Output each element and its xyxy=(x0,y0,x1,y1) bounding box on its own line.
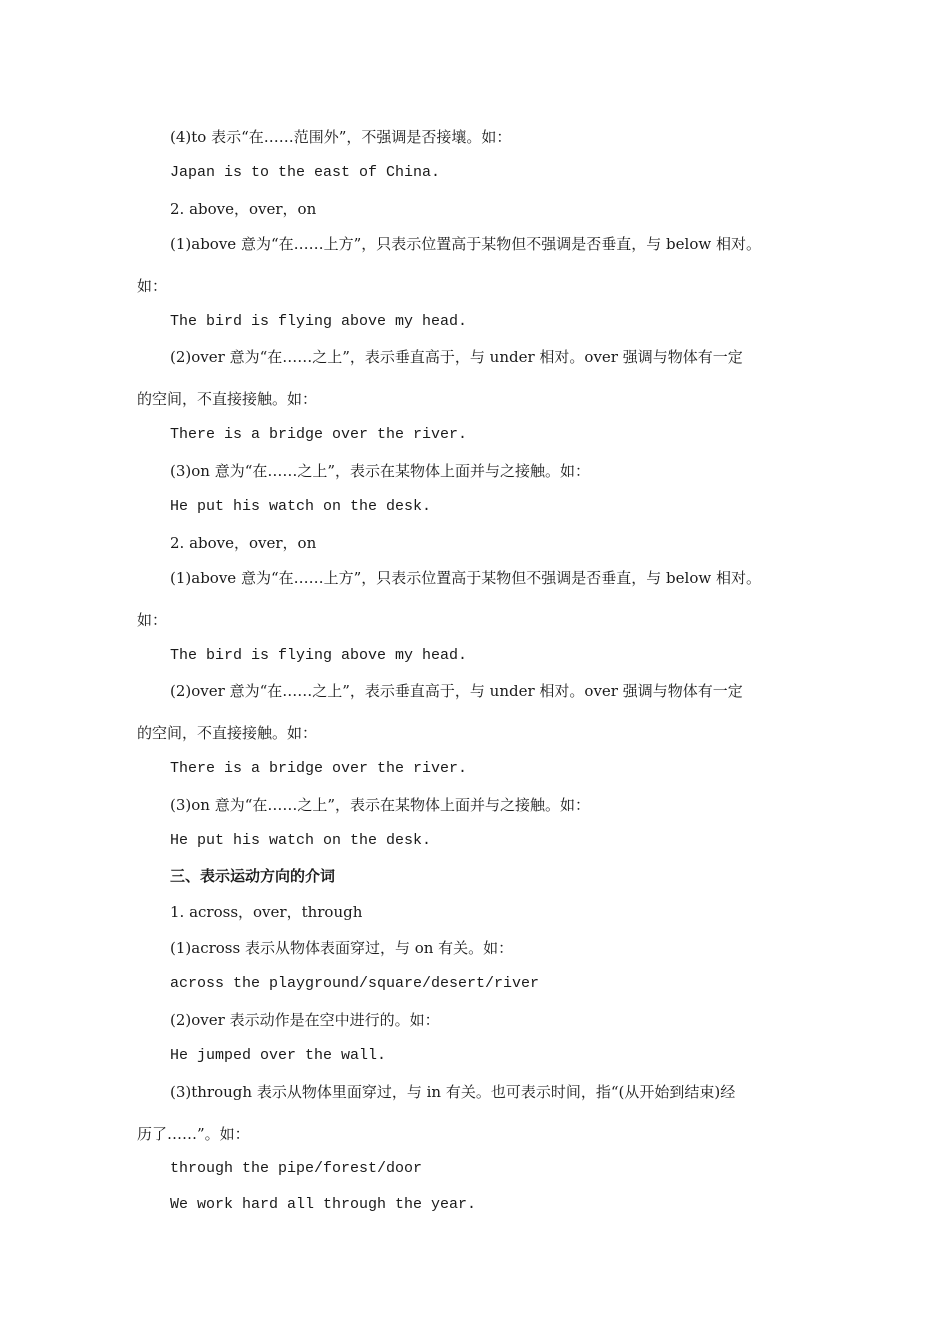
text-line: (2)over 意为“在……之上”，表示垂直高于，与 under 相对。over 强调与物体有一定 xyxy=(170,682,743,700)
subsection-title: 2. above，over，on xyxy=(170,200,317,218)
example-sentence: The bird is flying above my head. xyxy=(170,647,468,664)
example-sentence: He put his watch on the desk. xyxy=(170,498,432,515)
example-sentence: There is a bridge over the river. xyxy=(170,426,468,443)
text-line: (1)above 意为“在……上方”，只表示位置高于某物但不强调是否垂直，与 below 相对。 xyxy=(170,235,761,253)
example-sentence: through the pipe/forest/door xyxy=(170,1160,423,1177)
text-line: 的空间，不直接接触。如： xyxy=(137,724,318,742)
text-line: (2)over 意为“在……之上”，表示垂直高于，与 under 相对。over 强调与物体有一定 xyxy=(170,348,743,366)
text-line: (3)on 意为“在……之上”，表示在某物体上面并与之接触。如： xyxy=(170,462,591,480)
section-heading: 三、表示运动方向的介词 xyxy=(170,867,336,885)
example-sentence: He jumped over the wall. xyxy=(170,1047,387,1064)
text-line: 的空间，不直接接触。如： xyxy=(137,390,318,408)
text-line: (3)through 表示从物体里面穿过，与 in 有关。也可表示时间，指“(从开始到结束)经 xyxy=(170,1083,736,1101)
example-sentence: There is a bridge over the river. xyxy=(170,760,468,777)
subsection-title: 1. across，over，through xyxy=(170,903,363,921)
example-sentence: We work hard all through the year. xyxy=(170,1196,477,1213)
text-line: 历了……”。如： xyxy=(137,1125,250,1143)
text-line: 如： xyxy=(137,277,168,295)
subsection-title: 2. above，over，on xyxy=(170,534,317,552)
example-sentence: He put his watch on the desk. xyxy=(170,832,432,849)
example-sentence: Japan is to the east of China. xyxy=(170,164,441,181)
text-line: (1)above 意为“在……上方”，只表示位置高于某物但不强调是否垂直，与 below 相对。 xyxy=(170,569,761,587)
text-line: (3)on 意为“在……之上”，表示在某物体上面并与之接触。如： xyxy=(170,796,591,814)
example-sentence: across the playground/square/desert/river xyxy=(170,975,540,992)
text-line: (4)to 表示“在……范围外”，不强调是否接壤。如： xyxy=(170,128,512,146)
example-sentence: The bird is flying above my head. xyxy=(170,313,468,330)
text-line: (1)across 表示从物体表面穿过，与 on 有关。如： xyxy=(170,939,514,957)
text-line: (2)over 表示动作是在空中进行的。如： xyxy=(170,1011,440,1029)
text-line: 如： xyxy=(137,611,168,629)
